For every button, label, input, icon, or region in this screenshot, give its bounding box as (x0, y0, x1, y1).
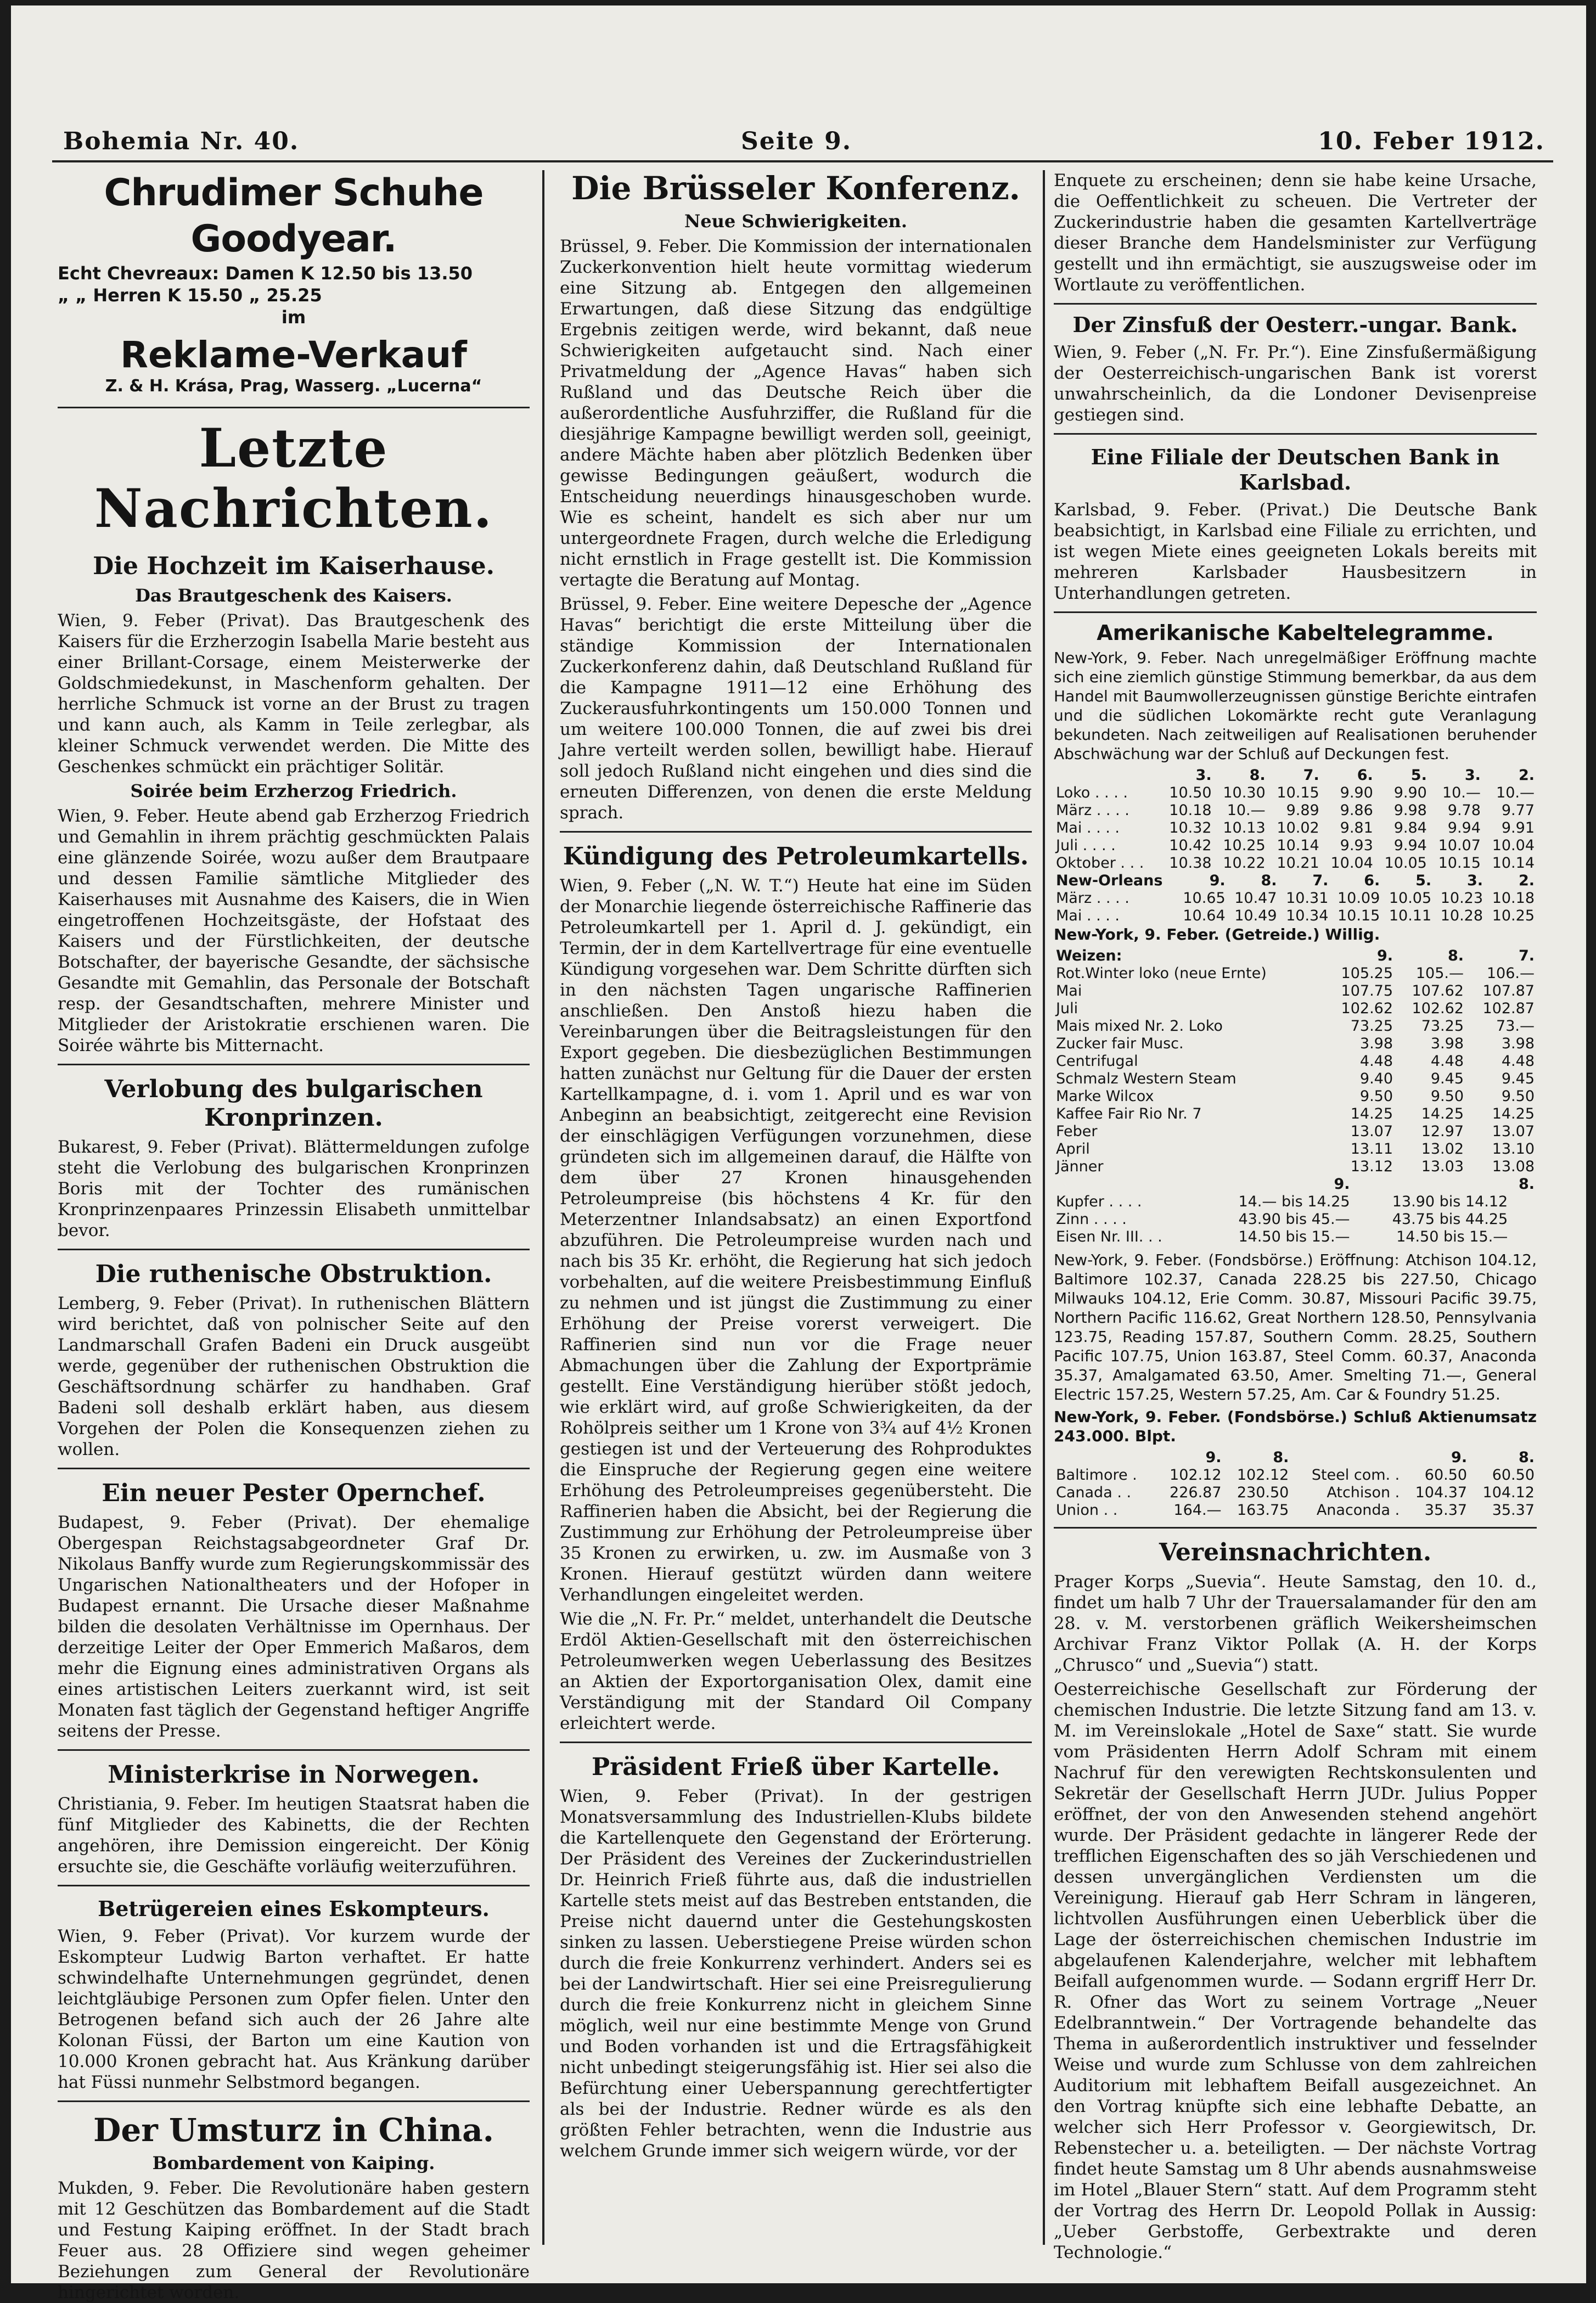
table-cell: 9.40 (1359, 1070, 1393, 1087)
table-row (1054, 1105, 1537, 1123)
table-cell: Zinn . . . . (1056, 1211, 1127, 1228)
table-cell: 10.15 (1277, 784, 1319, 801)
table-cell: 8. (1447, 947, 1464, 964)
table-cell: 9.90 (1340, 784, 1373, 801)
table-cell: 102.62 (1412, 1000, 1464, 1017)
table-cell: 10.31 (1286, 890, 1329, 907)
article-text: Bukarest, 9. Feber (Privat). Blättermeldungen zufolge steht die Verlobung des bulgarischen Kronprinzen Boris mit der Tochter des rumänischen Kronprinzenpaares Prinzessin Elisabeth unmittelbar bevor. (58, 1137, 530, 1240)
table-cell: 10.— (1442, 784, 1481, 801)
table-cell: Jänner (1056, 1158, 1104, 1175)
table-cell: 9.50 (1359, 1088, 1393, 1105)
table-cell: 10.04 (1330, 855, 1373, 872)
table-cell: 13.11 (1350, 1141, 1393, 1158)
table-cell: 6. (1357, 767, 1373, 784)
table-cell: 9.98 (1393, 802, 1427, 819)
table-cell: 14.50 bis 15.— (1238, 1228, 1350, 1245)
table-cell: 14.25 (1350, 1105, 1393, 1122)
table-cell: 10.18 (1169, 802, 1212, 819)
table-header-row (1054, 767, 1537, 784)
article-divider (560, 1742, 1032, 1743)
article-headline: Präsident Frieß über Kartelle. (591, 1753, 1000, 1781)
market-text: New-York, 9. Feber. Nach unregelmäßiger Eröffnung machte sich eine ziemlich günstige Stimmung bemerkbar, da aus dem Handel mit Baumwollerzeugnissen günstige Berichte eintrafen und die südlichen Lokomärkte recht gute Veranlagung bekundeten. Nach zeitweiligen auf Realisationen beruhender Abschwächung war der Schluß auf Deckungen fest. (1054, 649, 1537, 763)
table-cell: 10.02 (1277, 819, 1319, 836)
ad-line-1: Echt Chevreaux: Damen K 12.50 bis 13.50 (58, 263, 473, 284)
table-cell: 7. (1303, 767, 1319, 784)
table-cell: 10.09 (1337, 890, 1380, 907)
table-cell: 10.64 (1183, 907, 1226, 924)
table-cell: Kaffee Fair Rio Nr. 7 (1056, 1105, 1202, 1122)
table-row (1054, 1000, 1537, 1018)
article-headline: Verlobung des bulgarischen Kronprinzen. (104, 1075, 483, 1132)
table-cell (1352, 1176, 1510, 1193)
article-divider (58, 1885, 530, 1886)
article-headline: Die Brüsseler Konferenz. (571, 170, 1020, 207)
table-cell: Feber (1056, 1123, 1098, 1140)
table-cell: Juli (1056, 1000, 1078, 1017)
table-cell: Marke Wilcox (1056, 1088, 1154, 1105)
table-cell: 73.— (1496, 1018, 1535, 1035)
table-cell: 13.07 (1350, 1123, 1393, 1140)
table-row (1054, 1018, 1537, 1035)
table-cell: 230.50 (1237, 1484, 1289, 1501)
table-cell: 10.47 (1234, 890, 1277, 907)
table-row (1054, 1035, 1537, 1053)
table-cell: 226.87 (1170, 1484, 1222, 1501)
table-cell: 104.12 (1482, 1484, 1535, 1501)
table-cell: Rot.Winter loko (neue Ernte) (1056, 965, 1267, 982)
table-row (1054, 1193, 1537, 1211)
table-cell: 2. (1518, 767, 1535, 784)
table-cell: 3.98 (1359, 1035, 1393, 1052)
article-headline: Ein neuer Pester Opernchef. (102, 1479, 486, 1507)
table-cell: 8. (1273, 1449, 1289, 1466)
article-text: Karlsbad, 9. Feber. (Privat.) Die Deutsche Bank beabsichtigt, in Karlsbad eine Filiale zu errichten, und ist wegen Miete eines geeigneten Lokals bereits mit mehreren Karlsbader Hausbesitzern in Unterhandlungen getreten. (1054, 500, 1537, 603)
table-cell: 9.94 (1447, 819, 1481, 836)
newspaper-page (11, 5, 1586, 2302)
table-cell: Baltimore . (1056, 1467, 1137, 1484)
table-cell: 10.42 (1169, 837, 1212, 854)
table-cell: 10.11 (1389, 907, 1432, 924)
issue-number: Bohemia Nr. 40. (63, 127, 300, 155)
table-cell: 14.25 (1421, 1105, 1464, 1122)
table-row (1054, 837, 1537, 855)
article-headline: Die ruthenische Obstruktion. (95, 1260, 492, 1288)
table-cell: 9.77 (1501, 802, 1535, 819)
stock-close-table (1054, 1449, 1537, 1519)
article-text: Lemberg, 9. Feber (Privat). In ruthenischen Blättern wird berichtet, daß von polnischer Seite auf den Landmarschall Grafen Badeni ein Druck ausgeübt werde, gegenüber der ruthenischen Obstruktion die Geschäftsordnung schärfer zu handhaben. Graf Badeni soll deshalb erklärt haben, aus diesem Vorgehen der Polen die Konsequenzen ziehen zu wollen. (58, 1294, 530, 1459)
table-cell: 10.25 (1223, 837, 1266, 854)
table-cell: 10.05 (1384, 855, 1427, 872)
table-cell: 10.50 (1169, 784, 1212, 801)
table-row (1054, 855, 1537, 872)
table-cell: 9. (1334, 1176, 1350, 1193)
header-rule (52, 160, 1553, 162)
table-row (1054, 1502, 1537, 1519)
table-cell: Mai . . . . (1056, 819, 1120, 836)
table-cell: 9. (1451, 1449, 1468, 1466)
ad-line-3: im (281, 307, 306, 328)
table-cell: 10.25 (1492, 907, 1535, 924)
table-cell: 163.75 (1237, 1502, 1289, 1519)
table-cell: 10.— (1496, 784, 1535, 801)
table-cell (1054, 1176, 1200, 1193)
stock-text: New-York, 9. Feber. (Fondsbörse.) Eröffnung: Atchison 104.12, Baltimore 102.37, Canada 228.25 bis 227.50, Chicago Milwauks 104.12, Erie Comm. 30.87, Missouri Pacific 39.75, Northern Pacific 116.62, Great Northern 128.50, Pennsylvania 123.75, Reading 157.87, Southern Comm. 28.25, Southern Pacific 107.75, Union 163.87, Steel Comm. 60.37, Anaconda 35.37, Amalgamated 63.50, Amer. Smelting 71.—, General Electric 157.25, Western 57.25, Am. Car & Foundry 51.25. (1054, 1251, 1537, 1403)
article-text: Wien, 9. Feber. Heute abend gab Erzherzog Friedrich und Gemahlin in ihrem prächtig geschmückten Palais eine glänzende Soirée, wozu außer dem Brautpaare und dessen Familie sämtliche Mitglieder des Kaiserhauses mit Ausnahme des Kaisers, die in Wien eingetroffenen Hochzeitsgäste, der Hofstaat des Kaisers und der Fürstlichkeiten, der deutsche Botschafter, der bayerische Gesandte, der sächsische Gesandte mit Gemahlin, das Personale der Botschaft resp. der Gesandtschaften, mehrere Minister und Mitglieder der Aristokratie erschienen waren. Die Soirée währte bis Mitternacht. (58, 806, 530, 1055)
ad-reklame: Reklame-Verkauf (120, 334, 467, 376)
table-row (1054, 1070, 1537, 1088)
table-cell: 3. (1466, 872, 1483, 889)
table-row (1054, 965, 1537, 982)
table-cell: 8. (1261, 872, 1277, 889)
table-cell: 10.14 (1492, 855, 1535, 872)
table-cell: Eisen Nr. III. . . (1056, 1228, 1162, 1245)
table-cell: März . . . . (1056, 802, 1129, 819)
table-cell: 13.07 (1492, 1123, 1535, 1140)
table-cell (1291, 1449, 1402, 1467)
table-cell: 3.98 (1501, 1035, 1535, 1052)
article-divider (560, 831, 1032, 833)
table-cell: 10.— (1227, 802, 1266, 819)
table-cell: 60.50 (1424, 1467, 1468, 1484)
table-cell: 12.97 (1421, 1123, 1464, 1140)
table-cell: 9.84 (1393, 819, 1427, 836)
ad-firm: Z. & H. Krása, Prag, Wasserg. „Lucerna“ (105, 377, 482, 396)
table-row (1054, 802, 1537, 819)
article-divider (58, 1749, 530, 1751)
table-cell: 10.34 (1286, 907, 1329, 924)
table-cell: 73.25 (1350, 1018, 1393, 1035)
table-cell: 8. (1249, 767, 1266, 784)
article-text: Wie die „N. Fr. Pr.“ meldet, unterhandelt die Deutsche Erdöl Aktien-Gesellschaft mit den österreichischen Petroleumwerken wegen Ueberlassung des Besitzes an Aktien der Exportorganisation Olex, damit eine Verständigung mit der Standard Oil Company erleichtert werde. (560, 1609, 1032, 1733)
table-cell: 60.50 (1492, 1467, 1535, 1484)
table-cell: 2. (1518, 872, 1535, 889)
table-cell: 9.90 (1393, 784, 1427, 801)
table-cell: 9. (1376, 947, 1393, 964)
table-row (1054, 784, 1537, 802)
table-cell: 9.81 (1340, 819, 1373, 836)
table-cell: 102.12 (1170, 1467, 1222, 1484)
table-cell: 9.45 (1430, 1070, 1464, 1087)
table-cell (1054, 767, 1160, 784)
table-cell: 107.87 (1482, 982, 1535, 999)
table-cell: Weizen: (1056, 947, 1122, 964)
market-section-title: Amerikanische Kabeltelegramme. (1097, 621, 1494, 645)
table-cell: 13.03 (1421, 1158, 1464, 1175)
table-cell: Zucker fair Musc. (1056, 1035, 1184, 1052)
table-cell: Steel com. . (1311, 1467, 1400, 1484)
table-cell: März . . . . (1056, 890, 1129, 907)
article-divider (58, 2100, 530, 2102)
table-cell: 3.98 (1430, 1035, 1464, 1052)
table-cell: 102.62 (1341, 1000, 1393, 1017)
table-cell: 9.50 (1501, 1088, 1535, 1105)
table-cell: 10.18 (1492, 890, 1535, 907)
table-header-row (1054, 1176, 1537, 1193)
table-cell: 9. (1209, 872, 1226, 889)
table-cell: New-Orleans (1056, 872, 1163, 889)
table-cell: 13.08 (1492, 1158, 1535, 1175)
issue-date: 10. Feber 1912. (1318, 127, 1545, 155)
metal-price-table (1054, 1176, 1537, 1246)
table-cell: Anaconda . (1316, 1502, 1400, 1519)
table-cell: 5. (1415, 872, 1432, 889)
table-cell: Loko . . . . (1056, 784, 1128, 801)
section-title: Letzte Nachrichten. (94, 417, 493, 540)
table-cell: Centrifugal (1056, 1053, 1138, 1070)
table-cell: 10.04 (1492, 837, 1535, 854)
table-cell: 43.90 bis 45.— (1238, 1211, 1350, 1228)
ad-title: Chrudimer Schuhe Goodyear. (104, 171, 484, 261)
table-cell: 4.48 (1430, 1053, 1464, 1070)
table-cell: 10.65 (1183, 890, 1226, 907)
table-row (1054, 819, 1537, 837)
article-headline: Eine Filiale der Deutschen Bank in Karlsbad. (1091, 445, 1500, 495)
article-text: Christiania, 9. Feber. Im heutigen Staatsrat haben die fünf Mitglieder des Kabinetts, die der Rechten angehören, ihre Demission eingereicht. Der König ersuchte sie, die Geschäfte vorläufig weiterzuführen. (58, 1794, 530, 1877)
table-cell: 43.75 bis 44.25 (1392, 1211, 1508, 1228)
table-cell: Mai . . . . (1056, 907, 1120, 924)
article-subheadline: Neue Schwierigkeiten. (684, 211, 907, 232)
article-text: Wien, 9. Feber („N. Fr. Pr.“). Eine Zinsfußermäßigung der Oesterreichisch-ungarischen Bank ist vorerst unwahrscheinlich, da die Londoner Devisenpreise gestiegen sind. (1054, 342, 1537, 425)
table-cell: Juli . . . . (1056, 837, 1116, 854)
article-headline: Der Umsturz in China. (93, 2111, 494, 2149)
table-cell: Schmalz Western Steam (1056, 1070, 1237, 1087)
table-cell: 9.86 (1340, 802, 1373, 819)
table-cell: 13.02 (1421, 1141, 1464, 1158)
table-cell: 107.75 (1341, 982, 1393, 999)
table-cell: 102.12 (1237, 1467, 1289, 1484)
article-text: Brüssel, 9. Feber. Eine weitere Depesche der „Agence Havas“ berichtigt die erste Mitteilung über die ständige Kommission der Internationalen Zuckerkonferenz dahin, daß Deutschland Rußland für die Kampagne 1911—12 eine Erhöhung des Zuckerausfuhrkontingents um 150.000 Tonnen und um weitere 100.000 Tonnen, die auf zwei bis drei Jahre verteilt werden sollen, bewilligt habe. Hierauf soll jedoch Rußland nicht eingehen und dies sind die erneuten Differenzen, von denen die erste Meldung sprach. (560, 594, 1032, 823)
article-text: Brüssel, 9. Feber. Die Kommission der internationalen Zuckerkonvention hielt heute vormittag wiederum eine Sitzung ab. Entgegen den allgemeinen Erwartungen, daß diese Sitzung das endgültige Ergebnis zeitigen werde, wird bekannt, daß neue Schwierigkeiten aufgetaucht sind. Nach einer Privatmeldung der „Agence Havas“ haben sich Rußland und das Deutsche Reich über die außerordentliche Ausfuhrziffer, die Rußland für die diesjährige Kampagne bewilligt werden soll, geeinigt, andere Mächte haben aber plötzlich Bedenken über gewisse Bedingungen geäußert, wodurch die Entscheidung neuerdings hinausgeschoben wurde. Wie es scheint, handelt es sich aber nur um untergeordnete Fragen, durch welche die Erledigung nicht ernstlich in Frage gestellt ist. Die Kommission vertagte die Beratung auf Montag. (560, 237, 1032, 590)
table-cell: Oktober . . . (1056, 855, 1144, 872)
grain-note: New-York, 9. Feber. (Getreide.) Willig. (1054, 925, 1380, 943)
table-cell: Mais mixed Nr. 2. Loko (1056, 1018, 1223, 1035)
table-cell: 5. (1410, 767, 1427, 784)
table-cell: 4.48 (1501, 1053, 1535, 1070)
table-cell: 7. (1312, 872, 1329, 889)
table-cell: 6. (1364, 872, 1380, 889)
cotton-price-table (1054, 767, 1537, 872)
table-cell: 10.28 (1440, 907, 1483, 924)
article-headline: Der Zinsfuß der Oesterr.-ungar. Bank. (1072, 312, 1518, 337)
article-divider (58, 1468, 530, 1469)
table-cell: 14.50 bis 15.— (1396, 1228, 1508, 1245)
table-cell: 10.23 (1440, 890, 1483, 907)
table-row (1054, 1123, 1537, 1141)
table-cell: 13.90 bis 14.12 (1392, 1193, 1508, 1210)
article-headline: Betrügereien eines Eskompteurs. (98, 1896, 490, 1921)
article-subheadline: Bombardement von Kaiping. (152, 2153, 435, 2173)
advertisement (58, 170, 530, 408)
table-cell: 9.91 (1501, 819, 1535, 836)
table-cell: 14.— bis 14.25 (1238, 1193, 1350, 1210)
table-header-row (1054, 872, 1537, 890)
commodity-price-table (1054, 947, 1537, 1176)
table-cell: 105.25 (1341, 965, 1393, 982)
column-rule-2 (1043, 170, 1045, 2245)
table-cell: 10.22 (1223, 855, 1266, 872)
page-number: Seite 9. (741, 127, 852, 155)
article-text: Prager Korps „Suevia“. Heute Samstag, den 10. d., findet um halb 7 Uhr der Trauersalamander für den am 28. v. M. verstorbenen gräflich Weikersheimschen Archivar Franz Viktor Pollak (A. H. der Korps „Chrusco“ und „Suevia“) statt. (1054, 1572, 1537, 1675)
table-header-row (1054, 1449, 1537, 1467)
article-divider (1054, 303, 1537, 305)
table-row (1054, 1158, 1537, 1176)
table-cell: 3. (1195, 767, 1212, 784)
article-text: Mukden, 9. Feber. Die Revolutionäre haben gestern mit 12 Geschützen das Bombardement auf die Stadt und Festung Kaiping eröffnet. In der Stadt brach Feuer aus. 28 Offiziere sind wegen geheimer Beziehungen zum General der Revolutionäre hingerichtet worden. (58, 2178, 530, 2302)
stock-close-note: New-York, 9. Feber. (Fondsbörse.) Schluß Aktienumsatz 243.000. Blpt. (1054, 1408, 1537, 1445)
table-cell: 10.14 (1277, 837, 1319, 854)
table-cell: 102.87 (1482, 1000, 1535, 1017)
table-row (1054, 1053, 1537, 1070)
table-cell: 8. (1518, 1449, 1535, 1466)
table-row (1054, 982, 1537, 1000)
table-row (1054, 907, 1537, 925)
table-cell: April (1056, 1141, 1090, 1158)
table-cell: 8. (1518, 1176, 1535, 1193)
table-cell (1054, 1449, 1156, 1467)
table-cell: 9.94 (1393, 837, 1427, 854)
table-row (1054, 1228, 1537, 1246)
table-cell: 73.25 (1421, 1018, 1464, 1035)
table-cell: 14.25 (1492, 1105, 1535, 1122)
table-row (1054, 1211, 1537, 1228)
article-text: Wien, 9. Feber („N. W. T.“) Heute hat eine im Süden der Monarchie liegende österreichische Raffinerie das Petroleumkartell per 1. April d. J. gekündigt, ein Termin, der in dem Kartellvertrage für eine eventuelle Kündigung vorgesehen war. Dem Schritte dürften sich in den nächsten Tagen ungarische Raffinerien anschließen. Den Anstoß hiezu haben die Vereinbarungen über die Beitragsleistungen für den Export gegeben. Die diesbezüglichen Bestimmungen hatten zunächst nur Geltung für die Dauer der ersten Kartellkampagne, d. i. vom 1. April und es war von Anbeginn an beabsichtigt, zeitgerecht eine Revision der einschlägigen Verfügungen vorzunehmen, diese gründeten sich im allgemeinen darauf, die Hälfte von dem über 27 Kronen hinausgehenden Petroleumpreise (bis höchstens 4 Kr. für den Meterzentner Inlandsabsatz) an einen Exportfond abzuführen. Die Petroleumpreise wurden nach und nach bis 35 Kr. erhöht, die Regierung hat sich jedoch vorbehalten, auf die weitere Preisbestimmung Einfluß zu nehmen und ist jüngst die Zustimmung zu einer Erhöhung der Preise vorerst verweigert. Die Raffinerien sind nun vor die Frage neuer Abmachungen über die Zahlung der Exportprämie gestellt. Eine Verständigung hierüber stößt jedoch, wie erklärt wird, auf große Schwierigkeiten, da der Rohölpreis seither um 1 Krone von 3¾ auf 4½ Kronen gestiegen ist und der Verteuerung des Rohproduktes die Einspruche der Regierung gegen eine weitere Erhöhung des Petroleumpreises gegenübersteht. Die Raffinerien haben die Absicht, bei der Regierung die Zustimmung zur Erhöhung der Petroleumpreise über 35 Kronen zu erwirken, u. zw. im Ausmaße von 3 Kronen. Hierauf gestützt würden dann weitere Verhandlungen eingeleitet werden. (560, 876, 1032, 1605)
column-rule-1 (542, 170, 544, 2245)
table-cell: 13.12 (1350, 1158, 1393, 1175)
table-cell: 10.38 (1169, 855, 1212, 872)
table-cell: 9.93 (1340, 837, 1373, 854)
table-cell: 10.07 (1438, 837, 1481, 854)
new-orleans-price-table (1054, 872, 1537, 925)
article-text: Wien, 9. Feber (Privat). In der gestrigen Monatsversammlung des Industriellen-Klubs bildete die Kartellenquete den Gegenstand der Erörterung. Der Präsident des Vereines der Zuckerindustriellen Dr. Heinrich Frieß führte aus, daß die industriellen Kartelle stets meist auf das Bestreben entstanden, die Preise nicht dauernd unter die Gestehungskosten sinken zu lassen. Ueberstiegene Preise würden schon durch die freie Konkurrenz verhindert. Anders sei es bei der Landwirtschaft. Hier sei eine Preisregulierung durch die freie Konkurrenz nicht in gleichem Sinne möglich, weil nur eine bestimmte Menge von Grund und Boden vorhanden ist und die Ertragsfähigkeit nicht unbedingt steigerungsfähig ist. Hier sei also die Befürchtung einer Ueberspannung gerechtfertigter als bei der Industrie. Redner würde es als den größten Fehler betrachten, wenn die Industrie aus welchem Grunde immer sich weigern würde, vor der (560, 1787, 1032, 2161)
article-divider (1054, 1527, 1537, 1529)
table-cell: 9.45 (1501, 1070, 1535, 1087)
article-text: Oesterreichische Gesellschaft zur Förderung der chemischen Industrie. Die letzte Sitzung fand am 13. v. M. im Vereinslokale „Hotel de Saxe“ statt. Sie wurde vom Präsidenten Herrn Adolf Schram mit einem Nachruf für den verewigten Rechtskonsulenten und Sekretär der Gesellschaft Herrn JUDr. Julius Popper eröffnet, der von den Anwesenden stehend angehört wurde. Der Präsident gedachte in längerer Rede der trefflichen Eigenschaften des so jäh Verschiedenen und dessen unvergänglichen Verdiensten um die Vereinigung. Hierauf gab Herr Schram in längeren, lichtvollen Ausführungen einen Ueberblick über die Lage der österreichischen chemischen Industrie im abgelaufenen Kalenderjahre, welcher mit lebhaftem Beifall aufgenommen wurde. — Sodann ergriff Herr Dr. R. Ofner das Wort zu seinem Vortrage „Neuer Edelbranntwein.“ Der Vortragende behandelte das Thema in außerordentlich instruktiver und fesselnder Weise und wurde zum Schlusse von dem zahlreichen Auditorium mit lebhaftem Beifall ausgezeichnet. An den Vortrag knüpfte sich eine lebhafte Debatte, an welcher sich Herr Professor v. Georgiewitsch, Dr. Rebenstecher u. a. beteiligten. — Der nächste Vortrag findet heute Samstag um 8 Uhr abends ausnahmsweise im Hotel „Blauer Stern“ statt. Auf dem Programm steht der Vortrag des Herrn Dr. Leopold Pollak in Aussig: „Ueber Gerbstoffe, Gerbextrakte und deren Technologie.“ (1054, 1679, 1537, 2262)
table-cell: 10.15 (1337, 907, 1380, 924)
table-cell: Kupfer . . . . (1056, 1193, 1142, 1210)
table-row (1054, 1484, 1537, 1502)
article-text: Wien, 9. Feber (Privat). Das Brautgeschenk des Kaisers für die Erzherzogin Isabella Marie besteht aus einer Brillant-Corsage, einem Meisterwerke der Goldschmiedekunst, in Maschenform gehalten. Der herrliche Schmuck ist vorne an der Brust zu tragen und kann auch, als Kamm in Teile zerlegbar, als kleiner Schmuck verwendet werden. Die Mitte des Geschenkes schmückt ein prächtiger Solitär. (58, 611, 530, 777)
ad-line-2: „ „ Herren K 15.50 „ 25.25 (58, 285, 322, 306)
table-cell: Mai (1056, 982, 1082, 999)
table-row (1054, 890, 1537, 907)
table-cell: 35.37 (1492, 1502, 1535, 1519)
table-row (1054, 1467, 1537, 1484)
table-cell: Canada . . (1056, 1484, 1132, 1501)
table-cell: 35.37 (1424, 1502, 1468, 1519)
table-cell: 107.62 (1412, 982, 1464, 999)
table-cell: 104.37 (1415, 1484, 1468, 1501)
table-cell: Union . . (1056, 1502, 1118, 1519)
table-cell: Atchison . (1327, 1484, 1400, 1501)
column-3 (1054, 170, 1537, 2262)
table-cell: 9.78 (1447, 802, 1481, 819)
table-row (1054, 1088, 1537, 1105)
table-cell: 10.21 (1277, 855, 1319, 872)
table-cell: 4.48 (1359, 1053, 1393, 1070)
table-row (1054, 1141, 1537, 1158)
table-cell: 106.— (1486, 965, 1535, 982)
table-cell: 7. (1518, 947, 1535, 964)
table-cell: 10.49 (1234, 907, 1277, 924)
article-subheadline: Soirée beim Erzherzog Friedrich. (130, 780, 457, 801)
table-cell: 10.13 (1223, 819, 1266, 836)
column-2 (560, 170, 1032, 2245)
table-cell: 10.05 (1389, 890, 1432, 907)
article-headline: Die Hochzeit im Kaiserhause. (93, 552, 494, 580)
article-divider (58, 1064, 530, 1065)
column-1 (58, 170, 530, 2302)
table-cell: 10.30 (1223, 784, 1266, 801)
article-divider (1054, 611, 1537, 613)
article-headline: Kündigung des Petroleumkartells. (563, 842, 1029, 870)
table-cell: 13.10 (1492, 1141, 1535, 1158)
table-cell: 9.89 (1286, 802, 1319, 819)
article-text: Enquete zu erscheinen; denn sie habe keine Ursache, die Oeffentlichkeit zu scheuen. Die Vertreter der Zuckerindustrie haben die gesamten Kartellverträge dieser Branche dem Handelsminister zur Verfügung gestellt und ihn ermächtigt, sie auszugsweise oder im Wortlaute zu veröffentlichen. (1054, 171, 1537, 295)
article-headline: Vereinsnachrichten. (1159, 1538, 1432, 1566)
table-cell: 164.— (1173, 1502, 1222, 1519)
table-cell: 3. (1464, 767, 1481, 784)
table-cell: 9.50 (1430, 1088, 1464, 1105)
article-text: Budapest, 9. Feber (Privat). Der ehemalige Obergespan Reichstagsabgeordneter Graf Dr. Nikolaus Banffy wurde zum Regierungskommissär des Ungarischen Nationaltheaters und der Hofoper in Budapest ernannt. Die Ursache dieser Maßnahme bilden die desolaten Verhältnisse im Opernhaus. Der derzeitige Leiter der Oper Emmerich Maßaros, dem mehr die Eignung eines administrativen Organs als eines artistischen Leiters zuerkannt wird, ist seit Monaten fast täglich der Gegenstand heftiger Angriffe seitens der Presse. (58, 1513, 530, 1741)
table-cell: 10.15 (1438, 855, 1481, 872)
article-text: Wien, 9. Feber (Privat). Vor kurzem wurde der Eskompteur Ludwig Barton verhaftet. Er hatte schwindelhafte Unternehmungen gegründet, denen leichtgläubige Personen zum Opfer fielen. Unter den Betrogenen befand sich auch der 26 Jahre alte Kolonan Füssi, der Barton um eine Kaution von 10.000 Kronen gebracht hat. Aus Kränkung darüber hat Füssi nunmehr Selbstmord begangen. (58, 1926, 530, 2092)
table-cell: 9. (1205, 1449, 1222, 1466)
article-divider (1054, 433, 1537, 435)
article-subheadline: Das Brautgeschenk des Kaisers. (135, 585, 452, 606)
table-cell: 10.32 (1169, 819, 1212, 836)
table-cell: 105.— (1415, 965, 1464, 982)
article-headline: Ministerkrise in Norwegen. (108, 1761, 480, 1789)
table-header-row (1054, 947, 1537, 965)
article-divider (58, 1249, 530, 1250)
